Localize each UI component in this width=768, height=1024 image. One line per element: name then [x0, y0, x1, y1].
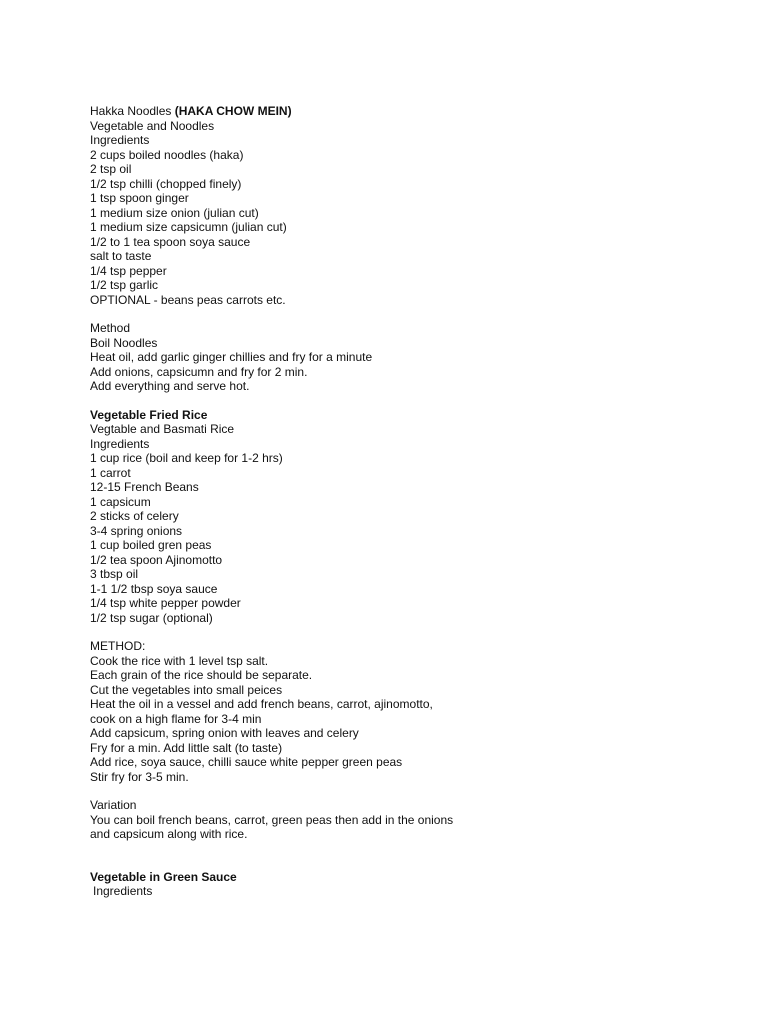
ingredient-item: 1/2 tsp garlic: [90, 278, 159, 292]
ingredient-item: 2 sticks of celery: [90, 509, 179, 523]
recipe-title: Vegetable in Green Sauce: [90, 869, 237, 884]
recipe-subtitle: Vegtable and Basmati Rice: [90, 422, 235, 436]
ingredients-heading: Ingredients: [93, 884, 153, 898]
method-step: Add onions, capsicumn and fry for 2 min.: [90, 364, 308, 379]
ingredient-item: 3 tbsp oil: [90, 567, 139, 581]
recipe-title-bold: (HAKA CHOW MEIN): [174, 104, 292, 118]
ingredients-list: [90, 451, 730, 625]
method-step: Add rice, soya sauce, chilli sauce white pepper green peas: [90, 755, 403, 769]
method-heading: Method: [90, 321, 131, 335]
recipe-title: [90, 104, 730, 119]
recipe-title-normal: Hakka Noodles: [90, 104, 175, 118]
method-step: Heat the oil in a vessel and add french beans, carrot, ajinomotto,: [90, 697, 433, 711]
spacer: [90, 394, 730, 408]
variation-line: You can boil french beans, carrot, green peas then add in the onions: [90, 812, 454, 827]
ingredient-item: 12-15 French Beans: [90, 480, 199, 494]
recipe-hakka-noodles: [90, 104, 730, 394]
ingredient-item: 1/4 tsp white pepper powder: [90, 596, 241, 610]
recipe-vegetable-fried-rice: [90, 408, 730, 842]
spacer: [90, 307, 730, 321]
ingredient-item: 1-1 1/2 tbsp soya sauce: [90, 581, 218, 596]
variation-line: and capsicum along with rice.: [90, 827, 248, 841]
ingredient-item: 1/2 tsp chilli (chopped finely): [90, 176, 242, 191]
method-step: Stir fry for 3-5 min.: [90, 769, 189, 784]
variation-text: [90, 813, 730, 842]
ingredient-item: salt to taste: [90, 249, 152, 263]
recipe-vegetable-in-green-sauce: [90, 870, 730, 899]
method-heading: METHOD:: [90, 639, 146, 653]
ingredient-item: 1 cup rice (boil and keep for 1-2 hrs): [90, 451, 283, 465]
ingredient-item: 1/4 tsp pepper: [90, 263, 167, 278]
ingredient-item: 2 tsp oil: [90, 162, 132, 176]
ingredient-item: 1 capsicum: [90, 494, 151, 509]
recipe-subtitle: Vegetable and Noodles: [90, 118, 215, 133]
method-step: Add capsicum, spring onion with leaves and celery: [90, 726, 359, 740]
spacer: [90, 784, 730, 798]
spacer: [90, 625, 730, 639]
ingredient-item: 2 cups boiled noodles (haka): [90, 147, 244, 162]
recipe-document: [90, 104, 730, 899]
method-list: [90, 654, 730, 785]
ingredient-item: 1 carrot: [90, 465, 131, 480]
method-step: Cook the rice with 1 level tsp salt.: [90, 653, 269, 668]
method-step: cook on a high flame for 3-4 min: [90, 711, 262, 726]
method-step: Cut the vegetables into small peices: [90, 682, 283, 697]
ingredient-item: 1/2 to 1 tea spoon soya sauce: [90, 234, 251, 249]
ingredient-item: 1 cup boiled gren peas: [90, 538, 212, 552]
method-step: Each grain of the rice should be separate.: [90, 668, 313, 682]
ingredient-item: 3-4 spring onions: [90, 523, 183, 538]
ingredients-heading: Ingredients: [90, 133, 150, 147]
ingredient-item: OPTIONAL - beans peas carrots etc.: [90, 292, 286, 307]
ingredient-item: 1 medium size capsicumn (julian cut): [90, 220, 287, 234]
ingredients-heading: Ingredients: [90, 436, 150, 451]
method-list: [90, 336, 730, 394]
method-step: Heat oil, add garlic ginger chillies and fry for a minute: [90, 350, 373, 364]
method-step: Boil Noodles: [90, 335, 158, 350]
ingredients-list: [90, 148, 730, 308]
ingredient-item: 1 medium size onion (julian cut): [90, 205, 259, 220]
spacer: [90, 842, 730, 870]
ingredient-item: 1/2 tsp sugar (optional): [90, 610, 213, 625]
method-step: Add everything and serve hot.: [90, 379, 250, 393]
variation-heading: Variation: [90, 798, 137, 812]
ingredient-item: 1/2 tea spoon Ajinomotto: [90, 552, 223, 567]
ingredient-item: 1 tsp spoon ginger: [90, 191, 189, 205]
recipe-title: Vegetable Fried Rice: [90, 407, 208, 422]
method-step: Fry for a min. Add little salt (to taste): [90, 740, 283, 755]
